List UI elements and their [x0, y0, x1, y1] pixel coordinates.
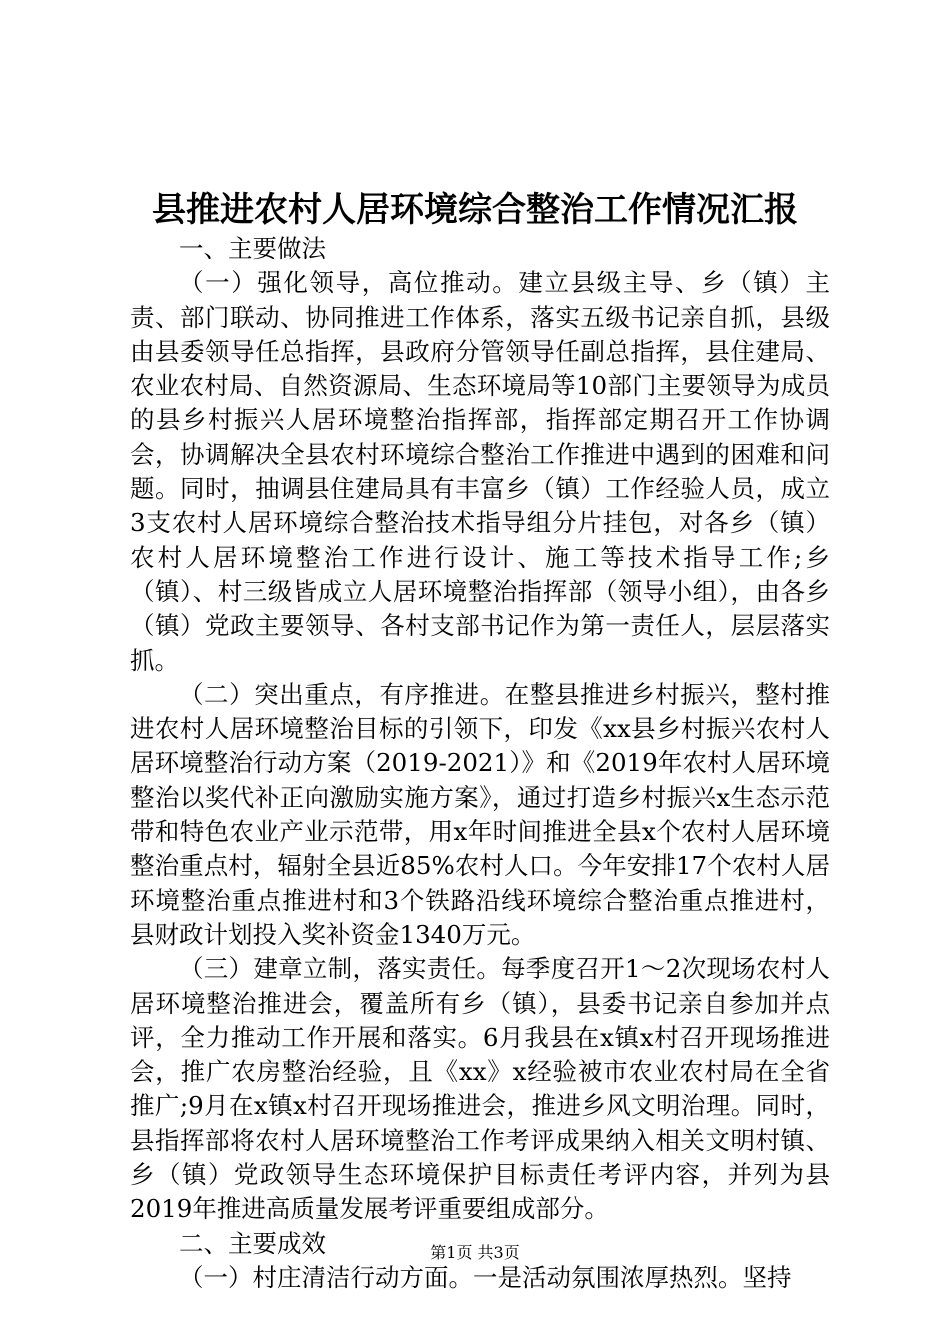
paragraph-rules-responsibilities: （三）建章立制，落实责任。每季度召开1～2次现场农村人居环境整治推进会，覆盖所有乡（镇），县委书记亲自参加并点评，全力推动工作开展和落实。6月我县在x镇x村召开现场推进会，推广农房整治经验，且《xx》x经验被市农业农村局在全省推广;9月在x镇x村召开现场推进会，推进乡风文明治理。同时，县指挥部将农村人居环境整治工作考评成果纳入相关文明村镇、乡（镇）党政领导生态环境保护目标责任考评内容，并列为县2019年推进高质量发展考评重要组成部分。 — [130, 954, 830, 1224]
document-title: 县推进农村人居环境综合整治工作情况汇报 — [152, 190, 798, 230]
paragraph-key-priorities: （二）突出重点，有序推进。在整县推进乡村振兴，整村推进农村人居环境整治目标的引领下，印发《xx县乡村振兴农村人居环境整治行动方案（2019-2021）》和《2019年农村人居环境整治以奖代补正向激励实施方案》，通过打造乡村振兴x生态示范带和特色农业产业示范带，用x年时间推进全县x个农村人居环境整治重点村，辐射全县近85%农村人口。今年安排17个农村人居环境整治重点推进村和3个铁路沿线环境综合整治重点推进村，县财政计划投入奖补资金1340万元。 — [130, 679, 830, 949]
section-heading-main-practices: 一、主要做法 — [179, 234, 326, 263]
paragraph-leadership: （一）强化领导，高位推动。建立县级主导、乡（镇）主责、部门联动、协同推进工作体系，落实五级书记亲自抓，县级由县委领导任总指挥，县政府分管领导任副总指挥，县住建局、农业农村局、自然资源局、生态环境局等10部门主要领导为成员的县乡村振兴人居环境整治指挥部，指挥部定期召开工作协调会，协调解决全县农村环境综合整治工作推进中遇到的困难和问题。同时，抽调县住建局具有丰富乡（镇）工作经验人员，成立3支农村人居环境综合整治技术指导组分片挂包，对各乡（镇）农村人居环境整治工作进行设计、施工等技术指导工作;乡（镇）、村三级皆成立人居环境整治指挥部（领导小组），由各乡（镇）党政主要领导、各村支部书记作为第一责任人，层层落实抓。 — [130, 268, 830, 675]
document-body — [130, 232, 830, 1295]
paragraph-village-cleaning: （一）村庄清洁行动方面。一是活动氛围浓厚热烈。坚持 — [179, 1262, 792, 1292]
page-footer: 第1页 共3页 — [430, 1243, 520, 1262]
section-heading-main-results: 二、主要成效 — [179, 1228, 326, 1258]
